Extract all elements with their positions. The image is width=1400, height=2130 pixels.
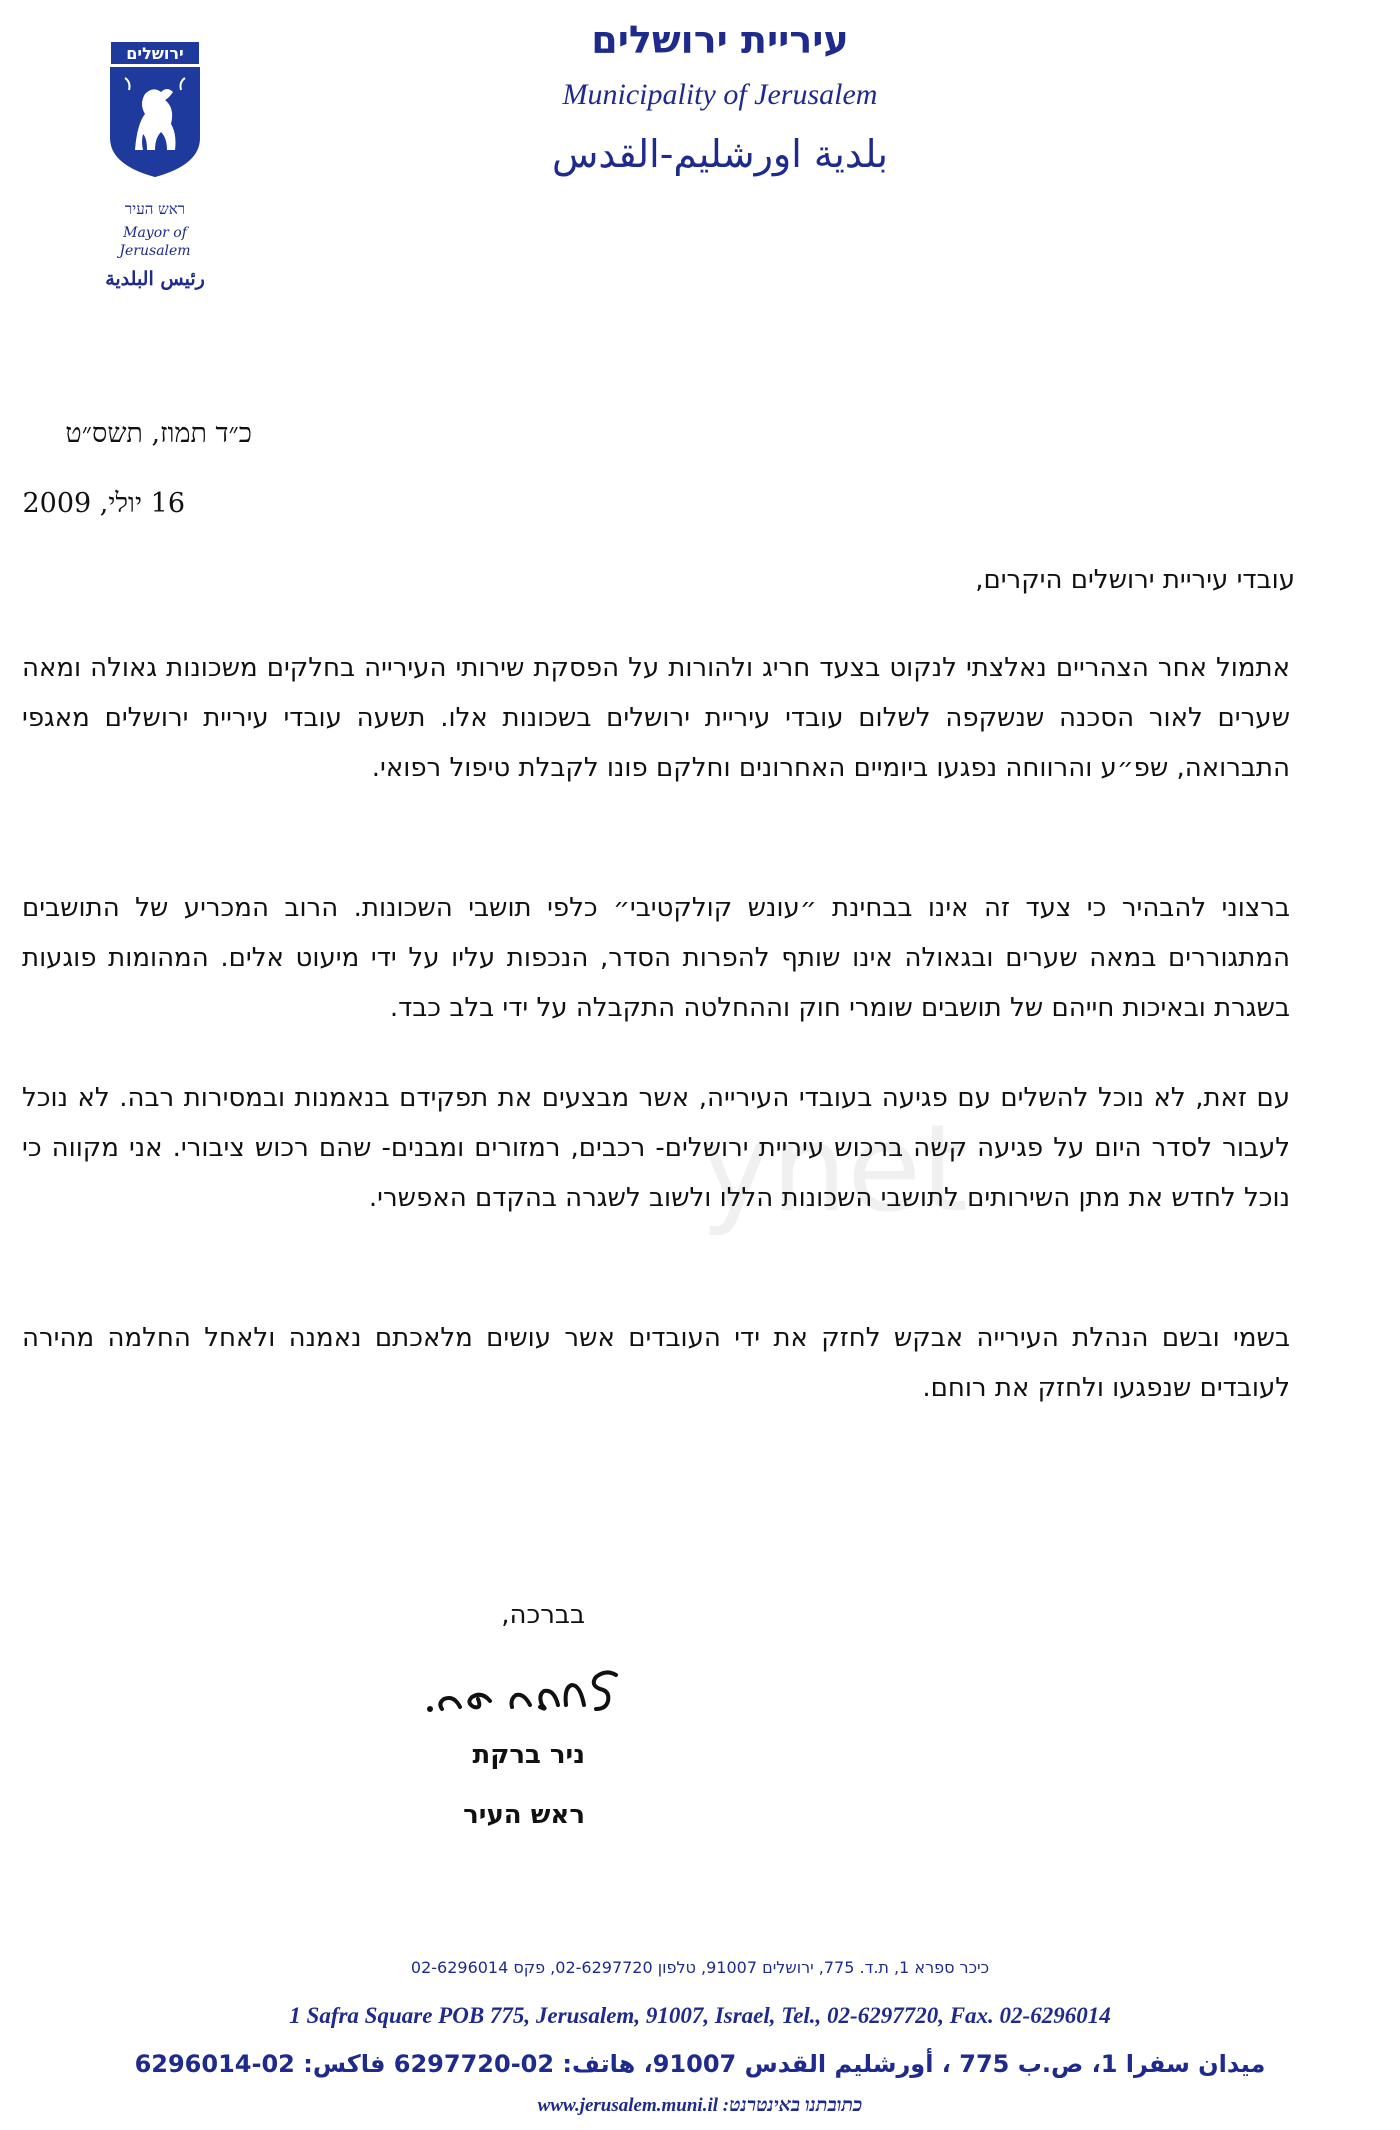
closing-greeting: בברכה, [501, 1600, 585, 1630]
mayor-caption-english [60, 224, 250, 260]
municipality-title-hebrew: עיריית ירושלים [591, 18, 849, 62]
jerusalem-emblem-icon [105, 38, 205, 178]
municipality-title-english: Municipality of Jerusalem [562, 78, 878, 111]
svg-text:ירושלים: ירושלים [126, 44, 184, 63]
letter-paragraph-2: ברצוני להבהיר כי צעד זה אינו בבחינת ״עונש קולקטיבי״ כלפי תושבי השכונות. הרוב המכריע של התושבים המתגוררים במאה שערים ובגאולה אינו שותף להפרות הסדר, הנכפות עליו על ידי מיעוט אלים. המהומות פוגעות בשגרת ובאיכות חייהם של תושבים שומרי חוק וההחלטה התקבלה על ידי בלב כבד. [22, 893, 1290, 1023]
footer-address-hebrew: כיכר ספרא 1, ת.ד. 775, ירושלים 91007, טלפון 02-6297720, פקס 02-6296014 [410, 1958, 990, 1977]
signer-title: ראש העיר [463, 1800, 585, 1830]
signature-image [420, 1655, 630, 1730]
footer-address-arabic: ميدان سفرا 1، ص.ب 775 ، أورشليم القدس 91007، هاتف: 02-6297720 فاكس: 02-6296014 [134, 2050, 1266, 2078]
gregorian-date: 16 יולי, 2009 [22, 488, 185, 519]
signer-name: ניר ברקת [472, 1740, 585, 1770]
mayor-caption-english-line2: Jerusalem [119, 243, 191, 259]
mayor-caption-arabic: رئيس البلدية [105, 268, 205, 290]
watermark: ynet [700, 1100, 968, 1239]
mayor-caption-hebrew: ראש העיר [124, 200, 186, 218]
hebrew-date: כ״ד תמוז, תשס״ט [65, 418, 252, 449]
mayor-caption-english-line1: Mayor of [123, 225, 187, 241]
municipality-title-arabic: بلدية اورشليم-القدس [552, 132, 888, 176]
footer-website: www.jerusalem.muni.il :כתובתנו באינטרנט [537, 2095, 863, 2116]
salutation: עובדי עיריית ירושלים היקרים, [975, 565, 1295, 595]
letter-paragraph-1: אתמול אחר הצהריים נאלצתי לנקוט בצעד חריג ולהורות על הפסקת שירותי העירייה בחלקים משכונות גאולה ומאה שערים לאור הסכנה שנשקפה לשלום עובדי עיריית ירושלים בשכונות אלו. תשעה עובדי עיריית ירושלים מאגפי התברואה, שפ״ע והרווחה נפגעו ביומיים האחרונים וחלקם פונו לקבלת טיפול רפואי. [22, 653, 1290, 783]
letter-paragraph-4: בשמי ובשם הנהלת העירייה אבקש לחזק את ידי העובדים אשר עושים מלאכתם נאמנה ולאחל החלמה מהירה לעובדים שנפגעו ולחזק את רוחם. [22, 1323, 1290, 1403]
footer-address-english: 1 Safra Square POB 775, Jerusalem, 91007, Israel, Tel., 02-6297720, Fax. 02-6296014 [289, 2003, 1111, 2028]
letter-paragraph-3: עם זאת, לא נוכל להשלים עם פגיעה בעובדי העירייה, אשר מבצעים את תפקידם בנאמנות ובמסירות רבה. לא נוכל לעבור לסדר היום על פגיעה קשה ברכוש עיריית ירושלים- רכבים, רמזורים ומבנים- שהם רכוש ציבורי. אני מקווה כי נוכל לחדש את מתן השירותים לתושבי השכונות הללו ולשוב לשגרה בהקדם האפשרי. [22, 1083, 1290, 1213]
